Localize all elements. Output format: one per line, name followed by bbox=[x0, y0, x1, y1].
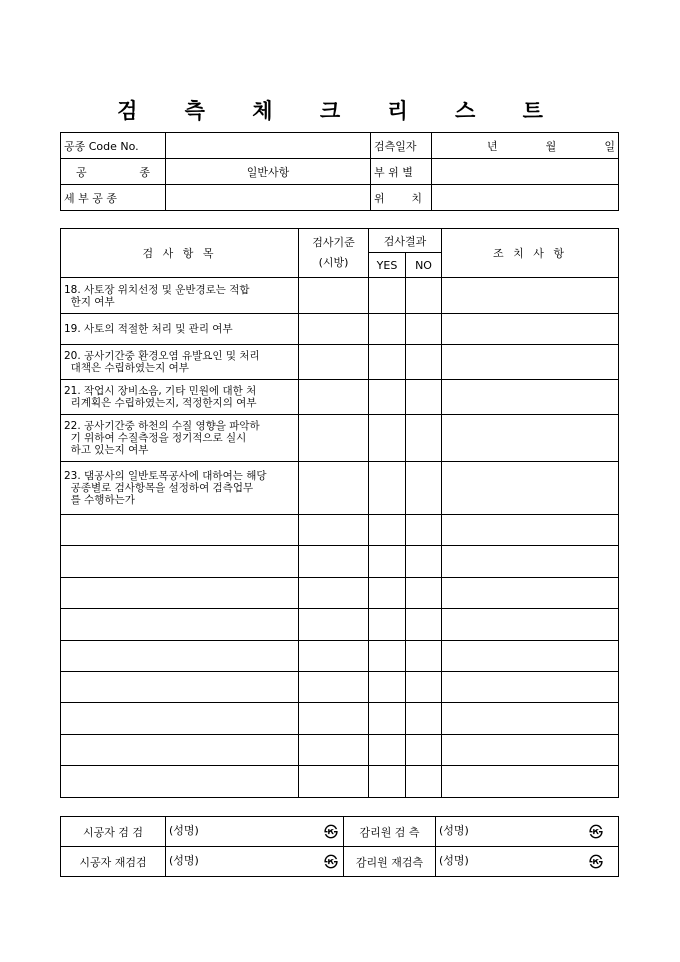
yes-cell[interactable] bbox=[369, 314, 406, 345]
action-cell[interactable] bbox=[442, 380, 619, 415]
check-item bbox=[61, 609, 299, 640]
name-placeholder: (성명) bbox=[439, 853, 469, 867]
check-item bbox=[61, 345, 299, 380]
table-row bbox=[61, 415, 619, 462]
yes-cell[interactable] bbox=[369, 345, 406, 380]
table-row bbox=[61, 671, 619, 702]
yes-cell[interactable] bbox=[369, 380, 406, 415]
location-label bbox=[371, 185, 432, 211]
supervisor-inspect-signature[interactable] bbox=[436, 817, 619, 847]
detail-work-label: 세 부 공 종 bbox=[61, 185, 166, 211]
no-cell[interactable] bbox=[406, 415, 442, 462]
check-item bbox=[61, 703, 299, 734]
yes-cell[interactable] bbox=[369, 546, 406, 577]
col-action-header: 조 치 사 항 bbox=[442, 229, 619, 278]
criteria-cell[interactable] bbox=[299, 314, 369, 345]
checklist-table bbox=[60, 228, 619, 798]
criteria-cell[interactable] bbox=[299, 546, 369, 577]
criteria-cell[interactable] bbox=[299, 671, 369, 702]
check-item bbox=[61, 314, 299, 345]
check-item-line: 기 위하여 수질측정을 정기적으로 실시 bbox=[64, 432, 247, 444]
location-label-a: 위 bbox=[374, 191, 385, 205]
table-row bbox=[61, 462, 619, 515]
work-type-label-a: 공 bbox=[76, 165, 87, 179]
check-item-line: 23. 댐공사의 일반토목공사에 대하여는 해당 bbox=[64, 470, 267, 482]
no-cell[interactable] bbox=[406, 462, 442, 515]
check-item-line: 한지 여부 bbox=[64, 295, 115, 308]
check-item bbox=[61, 671, 299, 702]
criteria-cell[interactable] bbox=[299, 515, 369, 546]
contractor-inspect-label: 시공자 검 검 bbox=[61, 817, 166, 847]
check-item bbox=[61, 640, 299, 671]
check-item bbox=[61, 546, 299, 577]
check-item-line: 공종별로 검사항목을 설정하여 검측업무 bbox=[64, 482, 254, 494]
no-cell[interactable] bbox=[406, 546, 442, 577]
yes-cell[interactable] bbox=[369, 577, 406, 608]
yes-cell[interactable] bbox=[369, 609, 406, 640]
check-item bbox=[61, 577, 299, 608]
supervisor-reinspect-signature[interactable] bbox=[436, 847, 619, 877]
check-item-line: 22. 공사기간중 하천의 수질 영향을 파악하 bbox=[64, 420, 260, 432]
action-cell[interactable] bbox=[442, 278, 619, 314]
action-cell[interactable] bbox=[442, 766, 619, 797]
table-row bbox=[61, 640, 619, 671]
col-criteria-line1: 검사기준 bbox=[312, 236, 355, 249]
criteria-cell[interactable] bbox=[299, 766, 369, 797]
col-criteria-line2: (시방) bbox=[318, 256, 349, 269]
check-item bbox=[61, 766, 299, 797]
col-item-header: 검 사 항 목 bbox=[61, 229, 299, 278]
action-cell[interactable] bbox=[442, 546, 619, 577]
inspection-date-field[interactable] bbox=[432, 133, 619, 159]
yes-cell[interactable] bbox=[369, 415, 406, 462]
yes-cell[interactable] bbox=[369, 462, 406, 515]
contractor-inspect-signature[interactable] bbox=[166, 817, 344, 847]
col-no-header: NO bbox=[406, 253, 442, 278]
name-placeholder: (성명) bbox=[439, 823, 469, 837]
seal-icon: ㉿ bbox=[324, 824, 338, 841]
seal-icon: ㉿ bbox=[589, 854, 603, 871]
no-cell[interactable] bbox=[406, 734, 442, 765]
yes-cell[interactable] bbox=[369, 278, 406, 314]
check-item bbox=[61, 415, 299, 462]
no-cell[interactable] bbox=[406, 703, 442, 734]
project-code-label: 공종 Code No. bbox=[61, 133, 166, 159]
contractor-reinspect-label: 시공자 재검검 bbox=[61, 847, 166, 877]
part-label: 부 위 별 bbox=[371, 159, 432, 185]
criteria-cell[interactable] bbox=[299, 577, 369, 608]
criteria-cell[interactable] bbox=[299, 345, 369, 380]
table-row bbox=[61, 609, 619, 640]
date-month-label: 월 bbox=[545, 139, 557, 153]
action-cell[interactable] bbox=[442, 462, 619, 515]
supervisor-inspect-label: 감리원 검 측 bbox=[344, 817, 436, 847]
check-item-line: 18. 사토장 위치선정 및 운반경로는 적합 bbox=[64, 283, 250, 296]
date-day-label: 일 bbox=[604, 139, 615, 153]
check-item bbox=[61, 515, 299, 546]
action-cell[interactable] bbox=[442, 671, 619, 702]
check-item bbox=[61, 462, 299, 515]
seal-icon: ㉿ bbox=[589, 824, 603, 841]
work-type-label-b: 종 bbox=[139, 165, 150, 179]
date-year-label: 년 bbox=[487, 139, 498, 153]
project-code-field[interactable] bbox=[166, 133, 371, 159]
part-field[interactable] bbox=[432, 159, 619, 185]
name-placeholder: (성명) bbox=[169, 853, 199, 867]
yes-cell[interactable] bbox=[369, 515, 406, 546]
action-cell[interactable] bbox=[442, 734, 619, 765]
no-cell[interactable] bbox=[406, 314, 442, 345]
work-type-field[interactable]: 일반사항 bbox=[166, 159, 371, 185]
yes-cell[interactable] bbox=[369, 703, 406, 734]
table-row bbox=[61, 345, 619, 380]
no-cell[interactable] bbox=[406, 515, 442, 546]
contractor-reinspect-signature[interactable] bbox=[166, 847, 344, 877]
no-cell[interactable] bbox=[406, 345, 442, 380]
action-cell[interactable] bbox=[442, 703, 619, 734]
table-row bbox=[61, 703, 619, 734]
supervisor-reinspect-label: 감리원 재검측 bbox=[344, 847, 436, 877]
action-cell[interactable] bbox=[442, 577, 619, 608]
check-item-line: 20. 공사기간중 환경오염 유발요인 및 처리 bbox=[64, 350, 260, 362]
criteria-cell[interactable] bbox=[299, 703, 369, 734]
criteria-cell[interactable] bbox=[299, 734, 369, 765]
no-cell[interactable] bbox=[406, 671, 442, 702]
action-cell[interactable] bbox=[442, 345, 619, 380]
check-item-line: 하고 있는지 여부 bbox=[64, 444, 149, 456]
table-row bbox=[61, 515, 619, 546]
col-result-header: 검사결과 bbox=[369, 229, 442, 253]
check-item-line: 21. 작업시 장비소음, 기타 민원에 대한 처 bbox=[64, 385, 257, 397]
signature-table bbox=[60, 816, 619, 877]
name-placeholder: (성명) bbox=[169, 823, 199, 837]
yes-cell[interactable] bbox=[369, 734, 406, 765]
no-cell[interactable] bbox=[406, 766, 442, 797]
inspection-date-label: 검측일자 bbox=[371, 133, 432, 159]
col-criteria-header bbox=[299, 229, 369, 278]
table-row bbox=[61, 546, 619, 577]
action-cell[interactable] bbox=[442, 515, 619, 546]
table-row bbox=[61, 380, 619, 415]
table-row bbox=[61, 766, 619, 797]
table-row bbox=[61, 577, 619, 608]
no-cell[interactable] bbox=[406, 640, 442, 671]
detail-work-field[interactable] bbox=[166, 185, 371, 211]
yes-cell[interactable] bbox=[369, 766, 406, 797]
no-cell[interactable] bbox=[406, 577, 442, 608]
yes-cell[interactable] bbox=[369, 671, 406, 702]
check-item-line: 리계획은 수립하였는지, 적정한지의 여부 bbox=[64, 397, 257, 409]
check-item bbox=[61, 734, 299, 765]
header-table bbox=[60, 132, 619, 211]
criteria-cell[interactable] bbox=[299, 380, 369, 415]
seal-icon: ㉿ bbox=[324, 854, 338, 871]
table-row bbox=[61, 278, 619, 314]
action-cell[interactable] bbox=[442, 314, 619, 345]
check-item-line: 19. 사토의 적절한 처리 및 관리 여부 bbox=[64, 323, 233, 335]
table-row bbox=[61, 314, 619, 345]
no-cell[interactable] bbox=[406, 609, 442, 640]
criteria-cell[interactable] bbox=[299, 462, 369, 515]
action-cell[interactable] bbox=[442, 415, 619, 462]
table-row bbox=[61, 734, 619, 765]
no-cell[interactable] bbox=[406, 278, 442, 314]
page-title: 검 측 체 크 리 스 트 bbox=[117, 98, 563, 123]
criteria-cell[interactable] bbox=[299, 609, 369, 640]
check-item-line: 대책은 수립하였는지 여부 bbox=[64, 362, 189, 374]
check-item bbox=[61, 380, 299, 415]
check-item bbox=[61, 278, 299, 314]
criteria-cell[interactable] bbox=[299, 278, 369, 314]
criteria-cell[interactable] bbox=[299, 415, 369, 462]
action-cell[interactable] bbox=[442, 640, 619, 671]
work-type-label bbox=[61, 159, 166, 185]
no-cell[interactable] bbox=[406, 380, 442, 415]
action-cell[interactable] bbox=[442, 609, 619, 640]
location-label-b: 치 bbox=[411, 191, 422, 205]
location-field[interactable] bbox=[432, 185, 619, 211]
criteria-cell[interactable] bbox=[299, 640, 369, 671]
yes-cell[interactable] bbox=[369, 640, 406, 671]
check-item-line: 를 수행하는가 bbox=[64, 494, 135, 506]
col-yes-header: YES bbox=[369, 253, 406, 278]
